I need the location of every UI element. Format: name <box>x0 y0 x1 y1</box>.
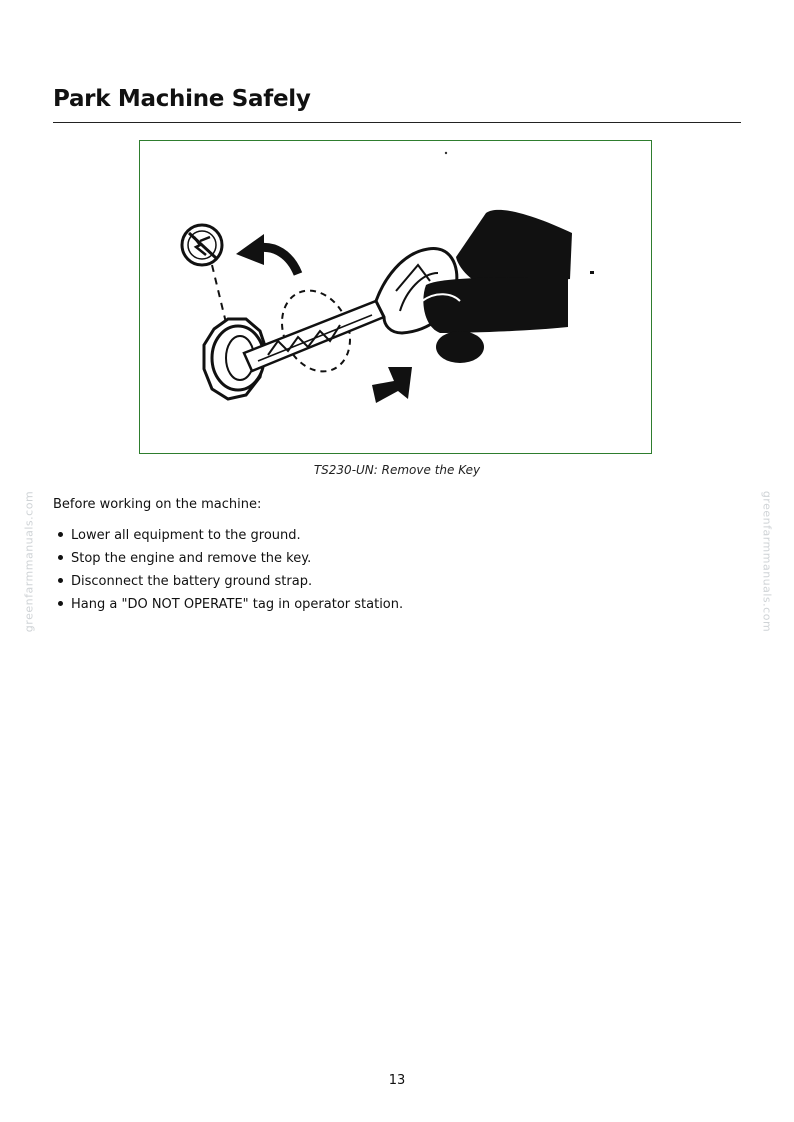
title-divider <box>53 122 741 123</box>
page-number: 13 <box>388 1073 406 1088</box>
intro-text: Before working on the machine: <box>53 497 262 512</box>
bullet-icon <box>58 532 63 537</box>
list-item <box>58 524 403 547</box>
list-item <box>58 593 403 616</box>
figure-caption: TS230-UN: Remove the Key <box>313 463 481 477</box>
no-key-symbol-icon <box>182 225 222 265</box>
watermark-left: greenfarmmanuals.com <box>22 490 36 633</box>
remove-key-illustration <box>140 141 650 452</box>
list-item <box>58 547 403 570</box>
bullet-icon <box>58 601 63 606</box>
list-item-text: Lower all equipment to the ground. <box>71 528 301 543</box>
bullet-icon <box>58 555 63 560</box>
list-item-text: Disconnect the battery ground strap. <box>71 574 313 589</box>
list-item-text: Stop the engine and remove the key. <box>71 551 312 566</box>
hand-icon <box>422 210 594 363</box>
list-item <box>58 570 403 593</box>
list-item-text: Hang a "DO NOT OPERATE" tag in operator station. <box>71 597 404 612</box>
figure-frame <box>139 140 652 454</box>
watermark-right: greenfarmmanuals.com <box>760 490 774 633</box>
bullet-icon <box>58 578 63 583</box>
push-arrow-icon <box>372 367 412 403</box>
counterclockwise-arrow-icon <box>236 234 298 274</box>
safety-steps-list <box>58 524 403 616</box>
page-title: Park Machine Safely <box>53 86 311 112</box>
